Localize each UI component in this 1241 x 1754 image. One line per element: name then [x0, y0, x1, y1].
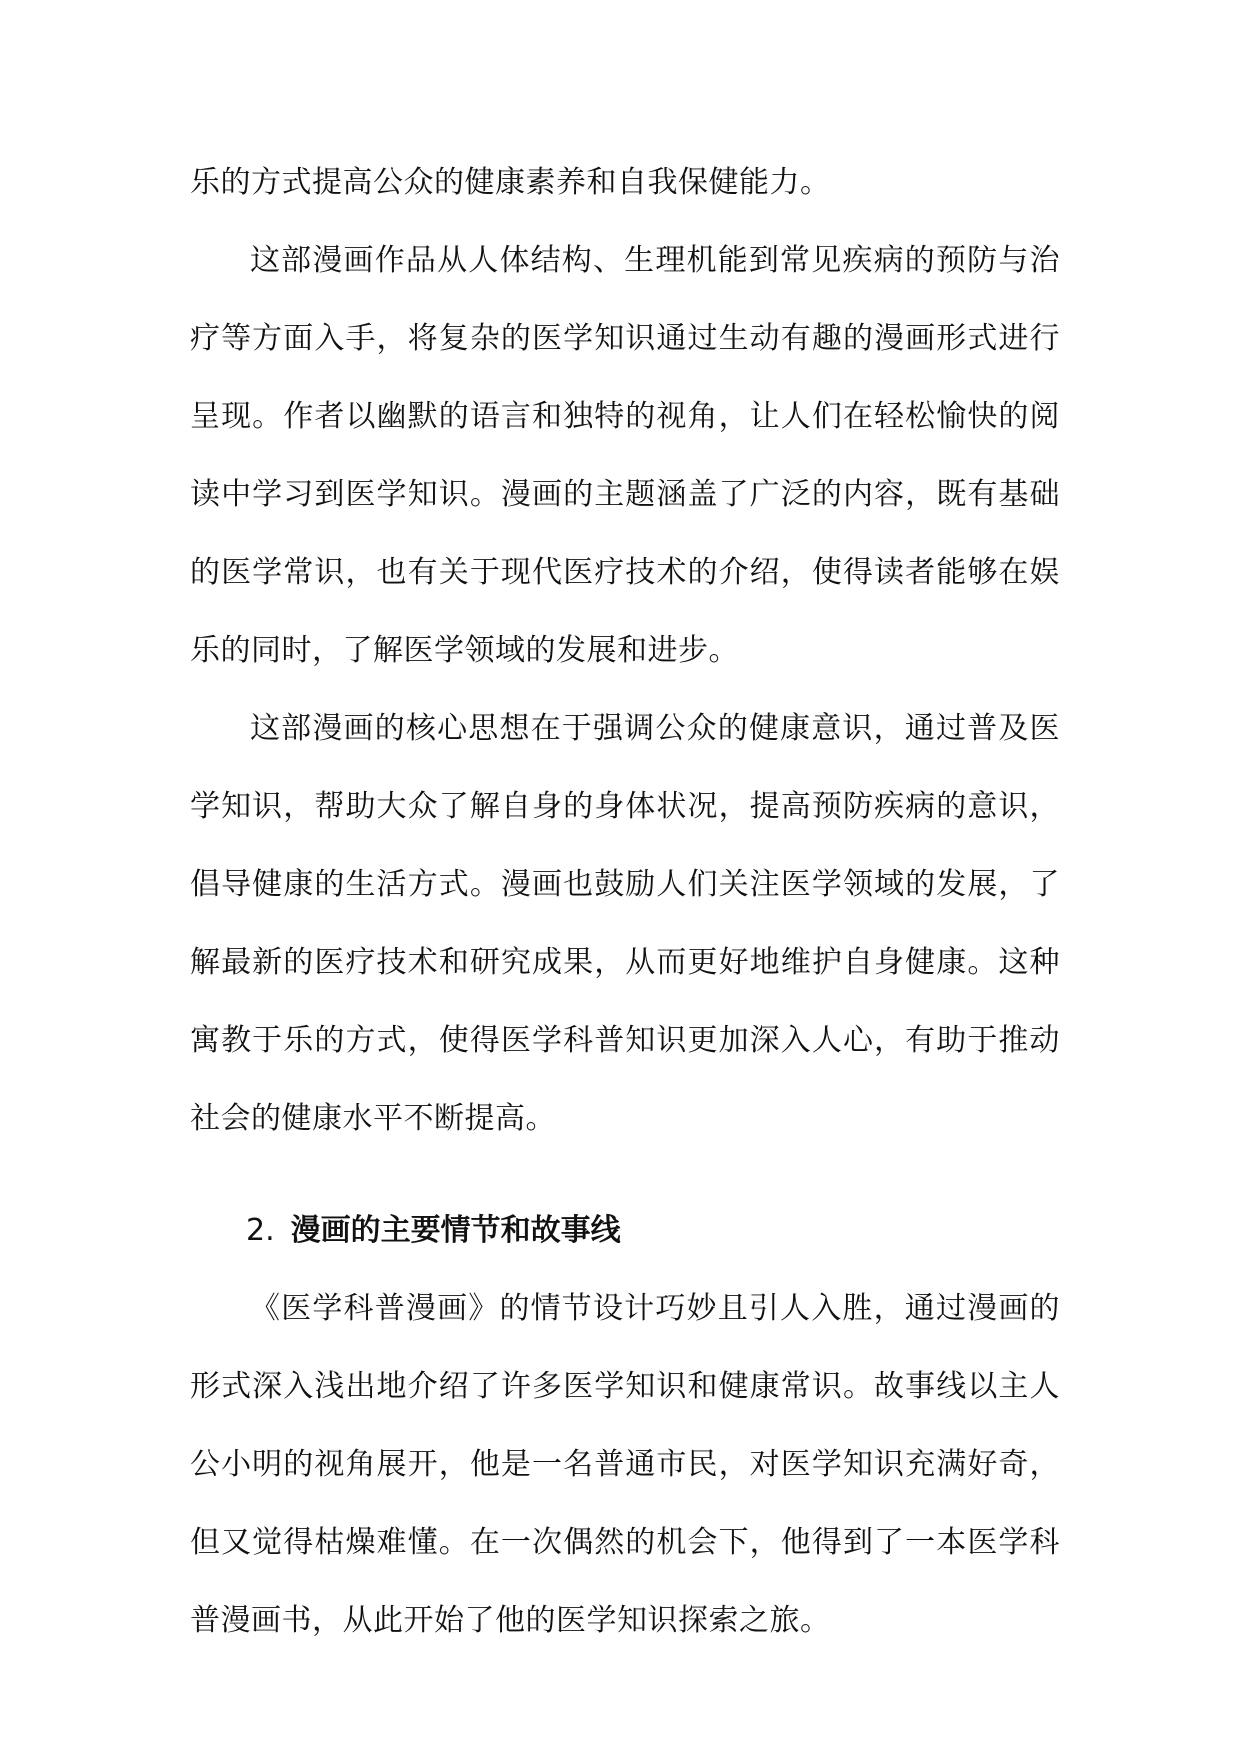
paragraph-core-idea: 这部漫画的核心思想在于强调公众的健康意识，通过普及医学知识，帮助大众了解自身的身体状况，提高预防疾病的意识，倡导健康的生活方式。漫画也鼓励人们关注医学领域的发展，了解最新的医疗技术和研究成果，从而更好地维护自身健康。这种寓教于乐的方式，使得医学科普知识更加深入人心，有助于推动社会的健康水平不断提高。	[190, 711, 1060, 1136]
section-heading	[190, 1192, 1060, 1270]
paragraph-plot: 《医学科普漫画》的情节设计巧妙且引人入胜，通过漫画的形式深入浅出地介绍了许多医学知识和健康常识。故事线以主人公小明的视角展开，他是一名普通市民，对医学知识充满好奇，但又觉得枯燥难懂。在一次偶然的机会下，他得到了一本医学科普漫画书，从此开始了他的医学知识探索之旅。	[190, 1291, 1060, 1638]
paragraph-content-overview: 这部漫画作品从人体结构、生理机能到常见疾病的预防与治疗等方面入手，将复杂的医学知识通过生动有趣的漫画形式进行呈现。作者以幽默的语言和独特的视角，让人们在轻松愉快的阅读中学习到医学知识。漫画的主题涵盖了广泛的内容，既有基础的医学常识，也有关于现代医疗技术的介绍，使得读者能够在娱乐的同时，了解医学领域的发展和进步。	[190, 243, 1060, 668]
section-title: 漫画的主要情节和故事线	[290, 1213, 621, 1248]
paragraph-continuation: 乐的方式提高公众的健康素养和自我保健能力。	[190, 165, 831, 200]
section-number: 2.	[246, 1213, 275, 1248]
document-body	[190, 144, 1060, 1660]
